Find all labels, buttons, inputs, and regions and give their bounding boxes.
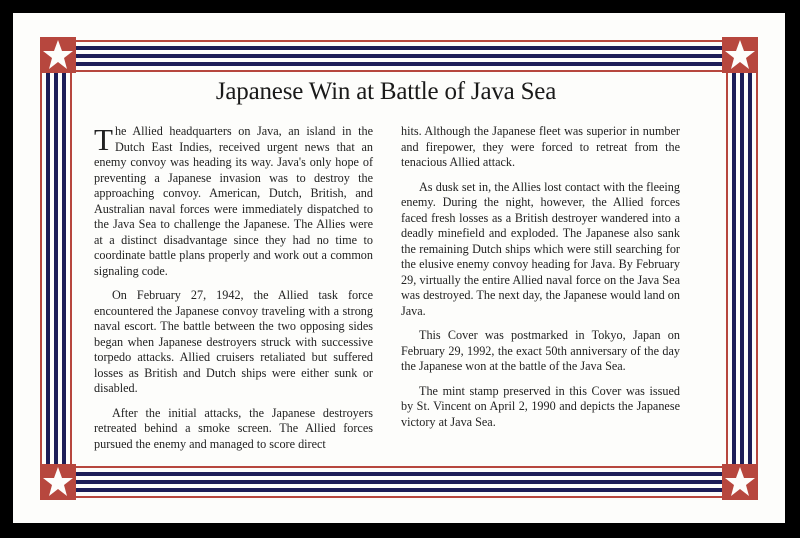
paragraph: This Cover was postmarked in Tokyo, Japan on February 29, 1992, the exact 50th anniversary of the day the Japanese won at the battle of the Java Sea. — [401, 328, 680, 373]
paragraph: hits. Although the Japanese fleet was superior in number and firepower, they were forced to retreat from the tenacious Allied attack. — [401, 124, 680, 169]
left-border-stripes — [40, 61, 72, 477]
paragraph: After the initial attacks, the Japanese destroyers retreated behind a smoke screen. The Allied forces pursued the enemy and managed to score direct — [94, 405, 373, 451]
left-column — [94, 124, 373, 461]
page-title: Japanese Win at Battle of Java Sea — [215, 78, 557, 105]
right-border-stripes — [726, 61, 758, 477]
right-column — [401, 124, 680, 439]
paragraph-text: he Allied headquarters on Java, an island in the Dutch East Indies, received urgent news that an enemy convoy was heading its way. Java's only hope of preventing a Japanese invasion was to destroy the approaching convoy. American, Dutch, British, and Australian naval forces were immediately dispatched to the Java Sea to challenge the Japanese. The Allies were at a distinct disadvantage since they had no time to coordinate battle plans properly and work out a common signaling code. — [94, 124, 373, 278]
star-icon-top-left — [40, 37, 76, 73]
star-icon-bottom-right — [722, 464, 758, 500]
paragraph: The mint stamp preserved in this Cover was issued by St. Vincent on April 2, 1990 and depicts the Japanese victory at Java Sea. — [401, 383, 680, 429]
bottom-border-stripes — [45, 466, 753, 498]
paragraph — [94, 124, 373, 279]
paragraph: As dusk set in, the Allies lost contact with the fleeing enemy. During the night, however, the Allied forces faced fresh losses as a British destroyer wandered into a deadly minefield and exploded. The Japanese also sank the remaining Dutch ships which were still searching for the elusive enemy convoy heading for Java. By February 29, virtually the entire Allied naval force on the Java Sea was destroyed. The next day, the Japanese would land on Java. — [401, 179, 680, 318]
star-icon-top-right — [722, 37, 758, 73]
top-border-stripes — [45, 40, 753, 72]
star-icon-bottom-left — [40, 464, 76, 500]
paragraph: On February 27, 1942, the Allied task force encountered the Japanese convoy traveling with a strong naval escort. The battle between the two opposing sides began when Japanese destroyers struck with successive torpedo attacks. Allied cruisers retaliated but suffered losses as British and Dutch ships were either sunk or disabled. — [94, 288, 373, 395]
drop-cap: T — [94, 122, 113, 157]
